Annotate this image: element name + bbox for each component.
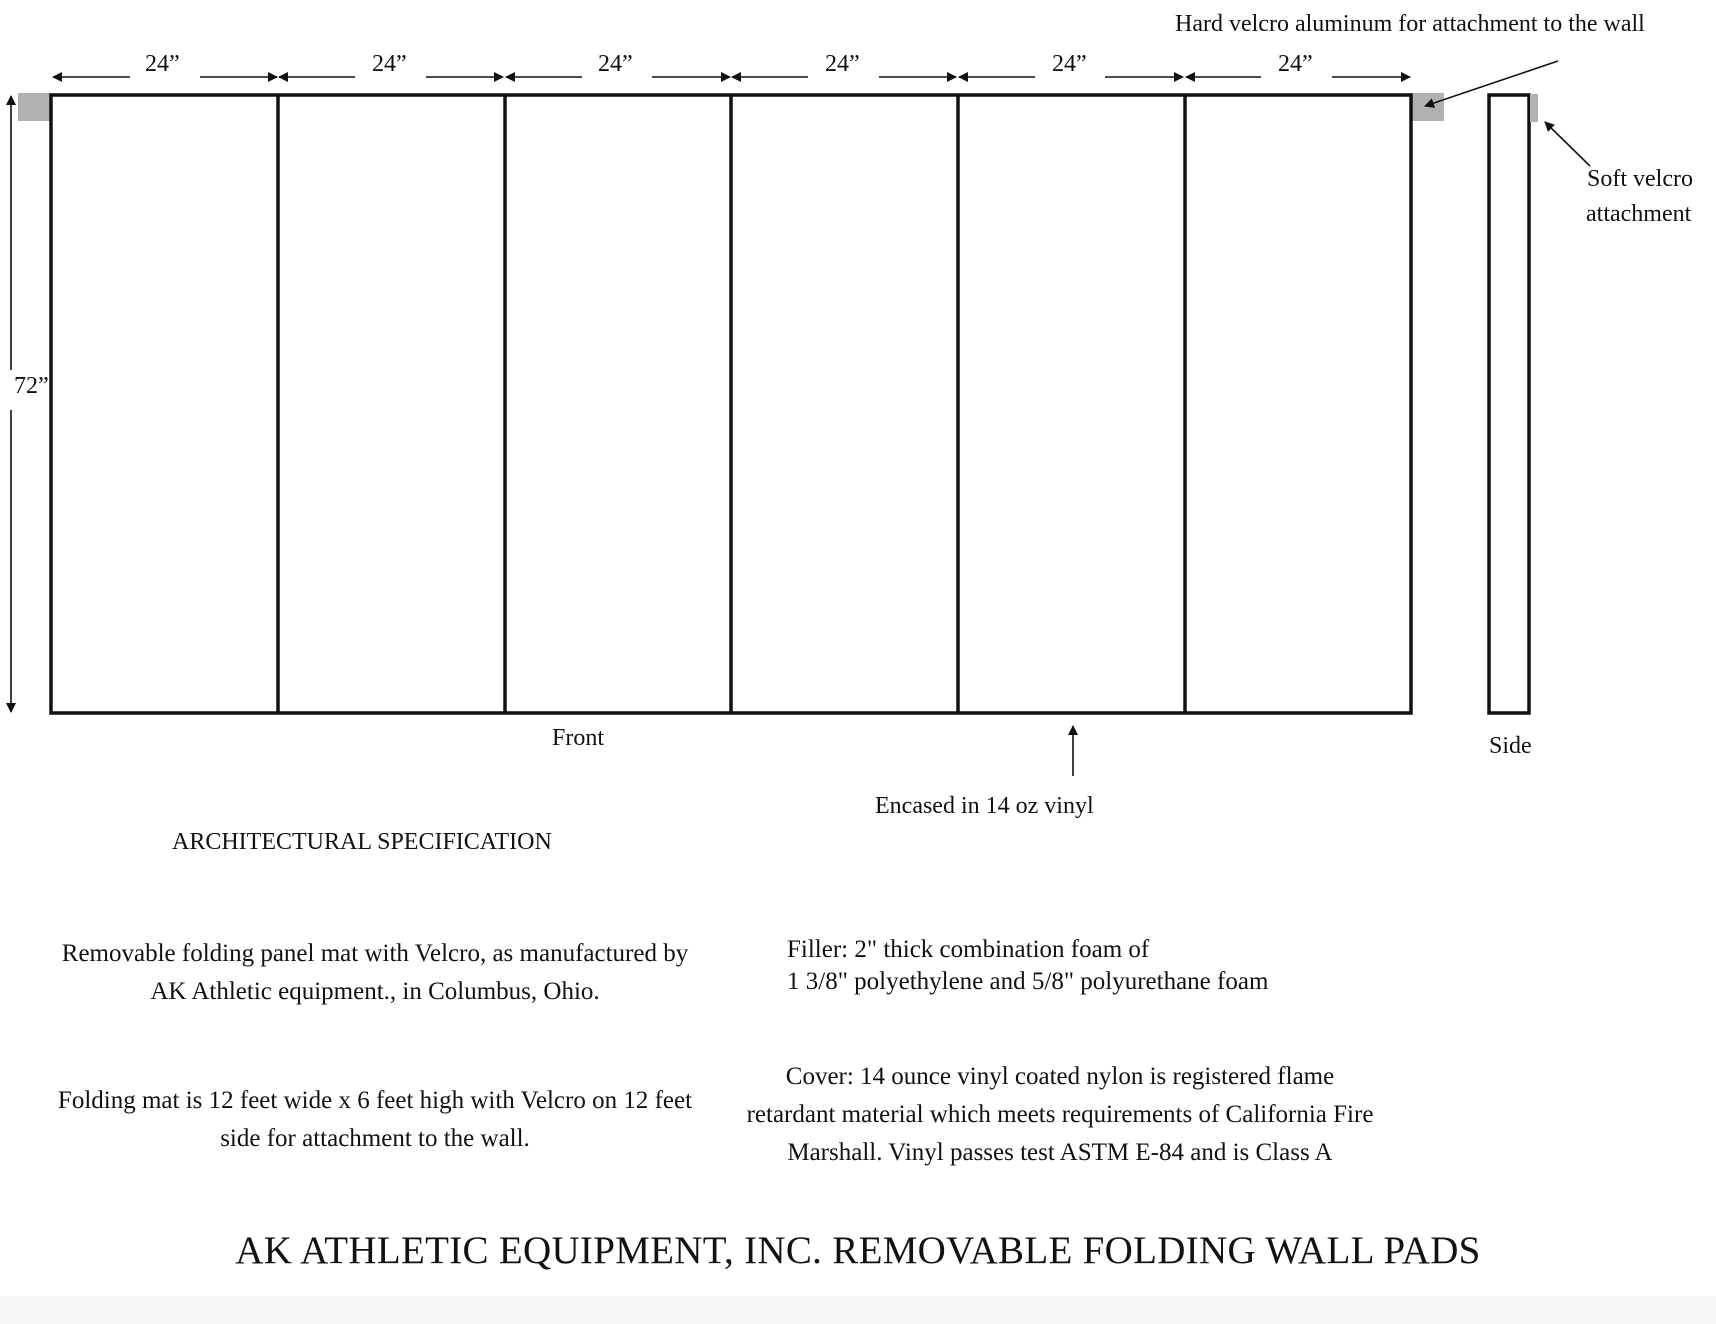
panel-width-label: 24” xyxy=(1278,51,1313,77)
spec-paragraph-cover: Cover: 14 ounce vinyl coated nylon is registered flame retardant material which meets requirements of California Fire Marshall. Vinyl passes test ASTM E-84 and is Class A xyxy=(746,1063,1374,1166)
front-view-label: Front xyxy=(552,725,605,751)
panel-width-label: 24” xyxy=(1052,51,1087,77)
page-bottom-band xyxy=(0,1296,1716,1324)
hard-velcro-label: Hard velcro aluminum for attachment to the wall xyxy=(1175,11,1645,37)
hard-velcro-leader-arrow xyxy=(1425,61,1558,106)
panel-dividers xyxy=(278,95,1185,713)
panel-width-label: 24” xyxy=(825,51,860,77)
spec-heading: ARCHITECTURAL SPECIFICATION xyxy=(172,829,552,855)
panel-height-label: 72” xyxy=(14,373,49,399)
soft-velcro-strip xyxy=(1530,94,1538,122)
panel-width-label: 24” xyxy=(145,51,180,77)
soft-velcro-label-line2: attachment xyxy=(1586,201,1692,227)
soft-velcro-label: Soft velcro xyxy=(1587,166,1693,192)
spec-filler-line2: 1 3/8" polyethylene and 5/8" polyurethane foam xyxy=(787,968,1269,995)
side-panel-outline xyxy=(1489,95,1529,713)
spec-filler-line1: Filler: 2" thick combination foam of xyxy=(787,936,1150,963)
spec-paragraph-dimensions: Folding mat is 12 feet wide x 6 feet high with Velcro on 12 feet side for attachment to the wall. xyxy=(57,1087,693,1152)
velcro-strip-right xyxy=(1411,93,1444,121)
spec-paragraph-manufacturer: Removable folding panel mat with Velcro, as manufactured by AK Athletic equipment., in Columbus, Ohio. xyxy=(61,940,689,1005)
document-title: AK ATHLETIC EQUIPMENT, INC. REMOVABLE FOLDING WALL PADS xyxy=(235,1229,1481,1272)
encased-vinyl-label: Encased in 14 oz vinyl xyxy=(875,793,1094,819)
soft-velcro-leader-arrow xyxy=(1545,122,1590,166)
panel-width-label: 24” xyxy=(598,51,633,77)
side-view-label: Side xyxy=(1489,733,1532,759)
panel-width-label: 24” xyxy=(372,51,407,77)
velcro-strip-left xyxy=(18,93,51,121)
